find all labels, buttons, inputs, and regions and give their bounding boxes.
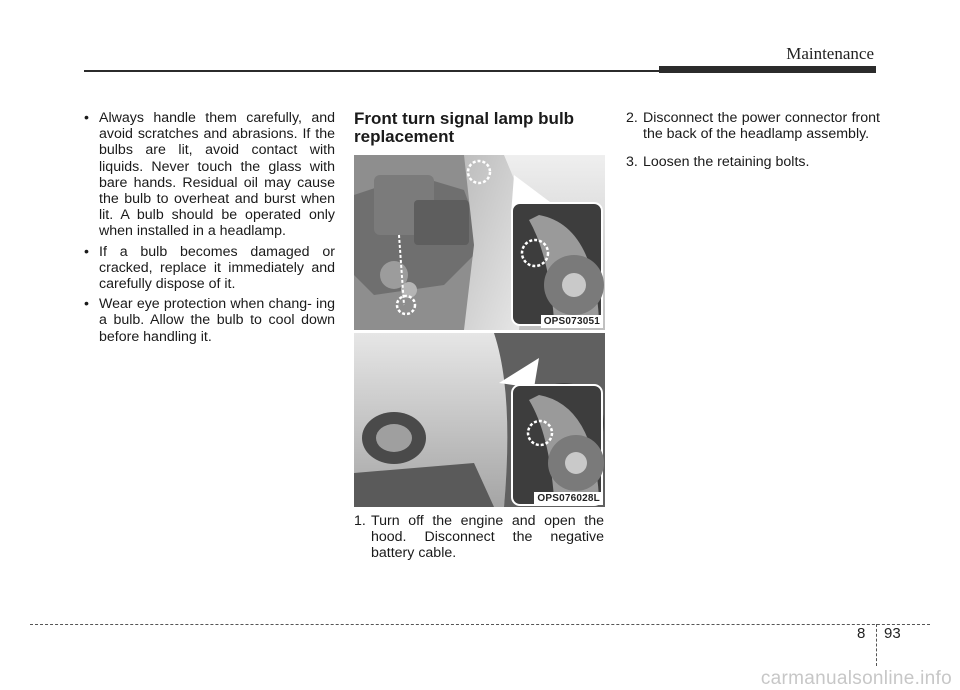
bullet-item: • Always handle them carefully, and avoid scratches and abrasions. If the bulbs are lit, avoid contact with liquids. Never touch the glass with bare hands. Residual oil may cause the bulb to overheat and burst when lit. A bulb should be operated only when installed in a headlamp. (77, 110, 335, 240)
front-bumper-illustration (354, 333, 605, 507)
step-number: 1. (354, 513, 366, 529)
step-item (354, 513, 604, 562)
step-text: Loosen the retaining bolts. (643, 154, 810, 171)
step-item (626, 110, 880, 142)
step-text: Disconnect the power connector front the back of the headlamp assembly. (643, 110, 880, 143)
header-rule (84, 70, 659, 72)
bullet-item: • If a bulb becomes damaged or cracked, replace it immediately and carefully dispose of it. (77, 244, 335, 293)
bullet-item: • Wear eye protection when chang- ing a bulb. Allow the bulb to cool down before handling it. (77, 296, 335, 345)
page-number: 93 (884, 625, 901, 642)
section-title: Front turn signal lamp bulb replacement (354, 109, 575, 146)
engine-bay-illustration (354, 155, 605, 330)
figure-code: OPS073051 (541, 315, 603, 328)
step-text: Turn off the engine and open the hood. Disconnect the negative battery cable. (371, 513, 604, 562)
step-item (626, 154, 880, 170)
figure-front-bumper (354, 333, 605, 507)
figure-code: OPS076028L (534, 492, 603, 505)
header-title: Maintenance (786, 44, 874, 63)
right-column (626, 110, 880, 183)
page-number-divider (876, 624, 877, 666)
figure-engine-bay (354, 155, 605, 330)
watermark: carmanualsonline.info (760, 668, 952, 689)
step-number: 2. (626, 110, 638, 126)
header-rule-accent (659, 66, 876, 73)
step-list-middle (354, 513, 604, 574)
left-column (77, 110, 335, 349)
step-number: 3. (626, 154, 638, 171)
chapter-number: 8 (857, 625, 866, 642)
footer-rule (30, 624, 930, 625)
